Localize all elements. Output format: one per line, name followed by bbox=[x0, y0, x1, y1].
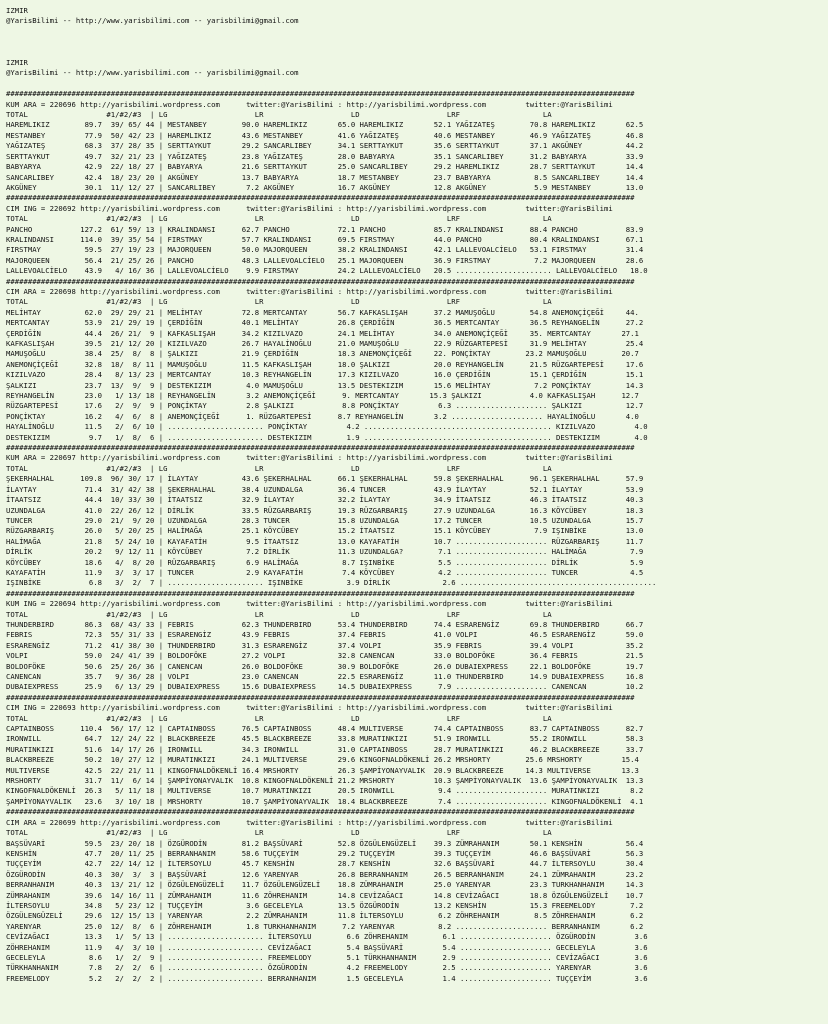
document-line: MELİHTAY 62.0 29/ 29/ 21 | MELİHTAY 72.8 MERTCANTAY 56.7 KAFKASLIŞAH 37.2 MAMUŞOĞLU 54.8 ANEMONÇİÇEĞİ 44. bbox=[6, 307, 639, 317]
document-line: KÖYCÜBEY 18.6 4/ 8/ 20 | RÜZGARBARIŞ 6.9 HALİMAĞA 8.7 IŞINBİKE 5.5 ..................... DİRLİK 5.9 bbox=[6, 557, 644, 567]
document-line: KUM ARA = 220697 http://yarisbilimi.wordpress.com twitter:@YarisBilimi : http://yarisbilimi.wordpress.com twitter:@YarisBilimi bbox=[6, 453, 613, 463]
document-line: CIM ING = 220693 http://yarisbilimi.wordpress.com twitter:@YarisBilimi : http://yarisbilimi.wordpress.com twitter:@YarisBilimi bbox=[6, 703, 613, 713]
document-line: ÖZGÜRODİN 40.3 30/ 3/ 3 | BAŞSÜVARİ 12.6 YARENYAR 26.8 BERRANHANIM 26.5 BERRANHANIM 24.1 ZÜMRAHANIM 23.2 bbox=[6, 869, 644, 879]
document-line: MULTIVERSE 42.5 22/ 21/ 11 | KINGOFNALDÖKENLİ 16.4 MRSHORTY 26.3 ŞAMPİYONAYVALIK 20.9 BLACKBREEZE 14.3 MULTIVERSE 13.3 bbox=[6, 765, 639, 775]
document-line: REYHANGELİN 23.0 1/ 13/ 18 | REYHANGELİN 3.2 ANEMONÇİÇEĞİ 9. MERTCANTAY 15.3 ŞALKIZI 4.0 KAFKASLIŞAH 12.7 bbox=[6, 391, 639, 401]
document-line: CAPTAINBOSS 110.4 56/ 17/ 12 | CAPTAINBOSS 76.5 CAPTAINBOSS 48.4 MULTIVERSE 74.4 CAPTAINBOSS 83.7 CAPTAINBOSS 82.7 bbox=[6, 724, 644, 734]
document-line: HAREMLIKIZ 89.7 39/ 65/ 44 | MESTANBEY 90.0 HAREMLIKIZ 65.0 HAREMLIKIZ 52.1 YAĞIZATEŞ 70.8 HAREMLIKIZ 62.5 bbox=[6, 120, 644, 130]
document-line: ESRARENGİZ 71.2 41/ 38/ 30 | THUNDERBIRD 31.3 ESRARENGİZ 37.4 VOLPI 35.9 FEBRIS 39.4 VOLPI 35.2 bbox=[6, 640, 644, 650]
document-line: ################################################################################################################################################ bbox=[6, 276, 635, 286]
document-line: THUNDERBIRD 86.3 68/ 43/ 33 | FEBRIS 62.3 THUNDERBIRD 53.4 THUNDERBIRD 74.4 ESRARENGİZ 69.8 THUNDERBIRD 66.7 bbox=[6, 619, 644, 629]
document-line: DİRLİK 20.2 9/ 12/ 11 | KÖYCÜBEY 7.2 DİRLİK 11.3 UZUNDALGA? 7.1 ..................... HALİMAĞA 7.9 bbox=[6, 547, 644, 557]
document-line: RÜZGARBARIŞ 26.0 5/ 20/ 25 | HALİMAĞA 25.1 KÖYCÜBEY 15.2 İTAATSIZ 15.1 KÖYCÜBEY 7.9 IŞINBİKE 13.0 bbox=[6, 526, 644, 536]
document-line: CIM ARA = 220699 http://yarisbilimi.wordpress.com twitter:@YarisBilimi : http://yarisbilimi.wordpress.com twitter:@YarisBilimi bbox=[6, 817, 613, 827]
document-line: TOTAL #1/#2/#3 | LG LR LD LRF LA bbox=[6, 297, 552, 307]
document-line: TOTAL #1/#2/#3 | LG LR LD LRF LA bbox=[6, 214, 552, 224]
document-line: TUÇÇEYİM 42.7 22/ 14/ 12 | İLTERSOYLU 45.7 KENSHİN 28.7 KENSHİN 32.6 BAŞSÜVARİ 44.7 İLTERSOYLU 30.4 bbox=[6, 859, 644, 869]
document-line: PONÇİKTAY 16.2 4/ 6/ 8 | ANEMONÇİÇEĞİ 1. RÜZGARTEPESİ 8.7 REYHANGELİN 3.2 ..................... HAYALİNOĞLU 4.0 bbox=[6, 411, 639, 421]
document-line: FIRSTMAY 59.5 27/ 19/ 23 | MAJORQUEEN 50.0 MAJORQUEEN 38.2 KRALINDANSI 42.1 LALLEVOALCİELO 53.1 FIRSTMAY 31.4 bbox=[6, 245, 644, 255]
document-line: YARENYAR 25.0 12/ 8/ 6 | ZÖHREHANIM 1.8 TURKHANHANIM 7.2 YARENYAR 8.2 ..................... BERRANHANIM 6.2 bbox=[6, 921, 644, 931]
document-line: TOTAL #1/#2/#3 | LG LR LD LRF LA bbox=[6, 713, 552, 723]
document-line: DESTEKIZIM 9.7 1/ 8/ 6 | ...................... DESTEKIZIM 1.9 ........................................... DESTEKIZIM 4.0 bbox=[6, 432, 648, 442]
document-line bbox=[6, 79, 828, 89]
document-line: TOTAL #1/#2/#3 | LG LR LD LRF LA bbox=[6, 609, 552, 619]
document-line bbox=[6, 37, 828, 47]
document-line: TOTAL #1/#2/#3 | LG LR LD LRF LA bbox=[6, 110, 552, 120]
document-line: MAMUŞOĞLU 38.4 25/ 8/ 8 | ŞALKIZI 21.9 ÇERDİĞİN 18.3 ANEMONÇİÇEĞİ 22. PONÇİKTAY 23.2 MAMUŞOĞLU 20.7 bbox=[6, 349, 639, 359]
document-line bbox=[6, 48, 828, 58]
document-line: KUM ARA = 220696 http://yarisbilimi.wordpress.com twitter:@YarisBilimi : http://yarisbilimi.wordpress.com twitter:@YarisBilimi bbox=[6, 99, 613, 109]
document-line: BABYARYA 42.9 22/ 18/ 27 | BABYARYA 21.6 SERTTAYKUT 25.0 SANCARLIBEY 29.2 HAREMLIKIZ 28.7 SERTTAYKUT 14.4 bbox=[6, 162, 644, 172]
document-line: BOLDOFÖKE 50.6 25/ 26/ 36 | CANENCAN 26.0 BOLDOFÖKE 30.9 BOLDOFÖKE 26.0 DUBAIEXPRESS 22.1 BOLDOFÖKE 19.7 bbox=[6, 661, 644, 671]
document-line: İLAYTAY 71.4 31/ 42/ 38 | ŞEKERHALHAL 38.4 UZUNDALGA 36.4 TUNCER 43.9 İLAYTAY 52.1 İLAYTAY 53.9 bbox=[6, 484, 644, 494]
document-line: KUM ING = 220694 http://yarisbilimi.wordpress.com twitter:@YarisBilimi : http://yarisbilimi.wordpress.com twitter:@YarisBilimi bbox=[6, 599, 613, 609]
document-line: TOTAL #1/#2/#3 | LG LR LD LRF LA bbox=[6, 463, 552, 473]
document-line: KINGOFNALDÖKENLİ 26.3 5/ 11/ 18 | MULTIVERSE 10.7 MURATINKIZI 20.5 IRONWILL 9.4 ..................... MURATINKIZI 8.2 bbox=[6, 786, 644, 796]
document-line: TOTAL #1/#2/#3 | LG LR LD LRF LA bbox=[6, 828, 552, 838]
document-line: ZÜMRAHANIM 39.6 14/ 16/ 11 | ZÜMRAHANIM 11.6 ZÖHREHANIM 14.8 CEVİZAĞACI 14.8 CEVİZAĞACI 18.8 ÖZGÜLENGÜZELİ 10.7 bbox=[6, 890, 644, 900]
document-line: IZMIR bbox=[6, 6, 28, 15]
document-line: FEBRIS 72.3 55/ 31/ 33 | ESRARENGİZ 43.9 FEBRIS 37.4 FEBRIS 41.0 VOLPI 46.5 ESRARENGİZ 59.0 bbox=[6, 630, 644, 640]
document-line: ÖZGÜLENGÜZELİ 29.6 12/ 15/ 13 | YARENYAR 2.2 ZÜMRAHANIM 11.8 İLTERSOYLU 6.2 ZÖHREHANIM 8.5 ZÖHREHANIM 6.2 bbox=[6, 911, 644, 921]
document-line: AKGÜNEY 30.1 11/ 12/ 27 | SANCARLIBEY 7.2 AKGÜNEY 16.7 AKGÜNEY 12.8 AKGÜNEY 5.9 MESTANBEY 13.0 bbox=[6, 182, 644, 192]
document-line: CIM ING = 220692 http://yarisbilimi.wordpress.com twitter:@YarisBilimi : http://yarisbilimi.wordpress.com twitter:@YarisBilimi bbox=[6, 203, 613, 213]
document-line: DUBAIEXPRESS 25.9 6/ 13/ 29 | DUBAIEXPRESS 15.6 DUBAIEXPRESS 14.5 DUBAIEXPRESS 7.9 ..................... CANENCAN 10.2 bbox=[6, 682, 644, 692]
document-line: SANCARLIBEY 42.4 18/ 23/ 20 | AKGÜNEY 13.7 BABYARYA 18.7 MESTANBEY 23.7 BABYARYA 8.5 SANCARLIBEY 14.4 bbox=[6, 172, 644, 182]
document-line: ZÖHREHANIM 11.9 4/ 3/ 10 | ...................... CEVİZAĞACI 5.4 BAŞSÜVARİ 5.4 ..................... GECELEYLA 3.6 bbox=[6, 942, 648, 952]
document-line: ################################################################################################################################################ bbox=[6, 588, 635, 598]
document-line: CANENCAN 35.7 9/ 36/ 28 | VOLPI 23.0 CANENCAN 22.5 ESRARENGİZ 11.0 THUNDERBIRD 14.9 DUBAIEXPRESS 16.8 bbox=[6, 672, 644, 681]
document-line: HAYALİNOĞLU 11.5 2/ 6/ 10 | ...................... PONÇİKTAY 4.2 ........................................... KIZILVAZO 4.0 bbox=[6, 422, 648, 432]
document-line: PANCHO 127.2 61/ 59/ 13 | KRALINDANSI 62.7 PANCHO 72.1 PANCHO 85.7 KRALINDANSI 88.4 PANCHO 83.9 bbox=[6, 224, 644, 234]
document-line: GECELEYLA 8.6 1/ 2/ 9 | ...................... FREEMELODY 5.1 TÜRKHANHANIM 2.9 ..................... CEVİZAĞACI 3.6 bbox=[6, 952, 648, 962]
document-line: ################################################################################################################################################ bbox=[6, 193, 635, 203]
document-line: ################################################################################################################################################ bbox=[6, 692, 635, 702]
document-line: ################################################################################################################################################ bbox=[6, 807, 635, 817]
document-line: KAFKASLIŞAH 39.5 21/ 12/ 20 | KIZILVAZO 26.7 HAYALİNOĞLU 21.0 MAMUŞOĞLU 22.9 RÜZGARTEPESİ 31.9 MELİHTAY 25.4 bbox=[6, 339, 644, 348]
document-line: KIZILVAZO 28.4 8/ 13/ 23 | MERTCANTAY 10.3 REYHANGELİN 17.3 KIZILVAZO 16.0 ÇERDİĞİN 15.1 ÇERDİĞİN 15.1 bbox=[6, 370, 644, 380]
document-line: LALLEVOALCİELO 43.9 4/ 16/ 36 | LALLEVOALCİELO 9.9 FIRSTMAY 24.2 LALLEVOALCİELO 20.5 ...................... LALLEVOALCİELO 18.0 bbox=[6, 266, 648, 276]
document-line: IZMIR bbox=[6, 58, 28, 68]
document-line: CEVİZAĞACI 13.3 1/ 5/ 13 | ...................... İLTERSOYLU 6.6 ZÖHREHANIM 6.1 ..................... ÖZGÜRODİN 3.6 bbox=[6, 932, 648, 942]
document-line: MURATINKIZI 51.6 14/ 17/ 26 | IRONWILL 34.3 IRONWILL 31.0 CAPTAINBOSS 28.7 MURATINKIZI 46.2 BLACKBREEZE 33.7 bbox=[6, 744, 644, 754]
document-line: HALİMAĞA 21.8 5/ 24/ 10 | KAYAFATİH 9.5 İTAATSIZ 13.0 KAYAFATİH 10.7 ..................... RÜZGARBARIŞ 11.7 bbox=[6, 536, 644, 546]
document-line: FREEMELODY 5.2 2/ 2/ 2 | ...................... BERRANHANIM 1.5 GECELEYLA 1.4 ..................... TUÇÇEYİM 3.6 bbox=[6, 973, 648, 983]
document-line: MAJORQUEEN 56.4 21/ 25/ 26 | PANCHO 48.3 LALLEVOALCİELO 25.1 MAJORQUEEN 36.9 FIRSTMAY 7.2 MAJORQUEEN 28.6 bbox=[6, 255, 644, 265]
document-line: VOLPI 59.0 24/ 41/ 39 | BOLDOFÖKE 27.2 VOLPI 32.8 CANENCAN 33.0 BOLDOFÖKE 36.4 FEBRIS 21.5 bbox=[6, 651, 644, 661]
document-line: MESTANBEY 77.9 50/ 42/ 23 | HAREMLIKIZ 43.6 MESTANBEY 41.6 YAĞIZATEŞ 40.6 MESTANBEY 46.9 YAĞIZATEŞ 46.8 bbox=[6, 130, 644, 140]
document-line: ANEMONÇİÇEĞİ 32.8 18/ 8/ 11 | MAMUŞOĞLU 11.5 KAFKASLIŞAH 18.0 ŞALKIZI 20.0 REYHANGELİN 21.5 RÜZGARTEPESİ 17.6 bbox=[6, 359, 644, 369]
document-line: BERRANHANIM 40.3 13/ 21/ 12 | ÖZGÜLENGÜZELİ 11.7 ÖZGÜLENGÜZELİ 18.8 ZÜMRAHANIM 25.0 YARENYAR 23.3 TURKHANHANIM 14.3 bbox=[6, 880, 644, 890]
document-line: KRALINDANSI 114.0 39/ 35/ 54 | FIRSTMAY 57.7 KRALINDANSI 69.5 FIRSTMAY 44.0 PANCHO 80.4 KRALINDANSI 67.1 bbox=[6, 234, 644, 244]
document-line: ################################################################################################################################################ bbox=[6, 443, 635, 453]
document-line bbox=[6, 27, 828, 37]
document-line: KAYAFATİH 11.9 3/ 3/ 17 | TUNCER 2.9 KAYAFATİH 7.4 KÖYCÜBEY 4.2 ..................... TUNCER 4.5 bbox=[6, 567, 644, 577]
document-line: UZUNDALGA 41.0 22/ 26/ 12 | DİRLİK 33.5 RÜZGARBARIŞ 19.3 RÜZGARBARIŞ 27.9 UZUNDALGA 16.3 KÖYCÜBEY 18.3 bbox=[6, 505, 644, 515]
document-line: MRSHORTY 31.7 11/ 6/ 14 | ŞAMPİYONAYVALIK 10.8 KINGOFNALDÖKENLİ 21.2 MRSHORTY 10.3 ŞAMPİYONAYVALIK 13.6 ŞAMPİYONAYVALIK 13.3 bbox=[6, 776, 644, 786]
document-line: YAĞIZATEŞ 68.3 37/ 28/ 35 | SERTTAYKUT 29.2 SANCARLIBEY 34.1 SERTTAYKUT 35.6 SERTTAYKUT 37.1 AKGÜNEY 44.2 bbox=[6, 141, 644, 151]
document-line: İLTERSOYLU 34.8 5/ 23/ 12 | TUÇÇEYİM 3.6 GECELEYLA 13.5 ÖZGÜRODİN 13.2 KENSHİN 15.3 FREEMELODY 7.2 bbox=[6, 900, 644, 910]
document-line: ŞALKIZI 23.7 13/ 9/ 9 | DESTEKIZIM 4.0 MAMUŞOĞLU 13.5 DESTEKIZIM 15.6 MELİHTAY 7.2 PONÇİKTAY 14.3 bbox=[6, 380, 644, 390]
document-line: @YarisBilimi -- http://www.yarisbilimi.com -- yarisbilimi@gmail.com bbox=[6, 68, 299, 78]
document-line: TÜRKHANHANIM 7.8 2/ 2/ 6 | ...................... ÖZGÜRODİN 4.2 FREEMELODY 2.5 ..................... YARENYAR 3.6 bbox=[6, 963, 648, 973]
document-line: CIM ARA = 220698 http://yarisbilimi.wordpress.com twitter:@YarisBilimi : http://yarisbilimi.wordpress.com twitter:@YarisBilimi bbox=[6, 286, 613, 296]
document-line: BAŞSÜVARİ 59.5 23/ 20/ 18 | ÖZGÜRODİN 81.2 BAŞSÜVARİ 52.8 ÖZGÜLENGÜZELİ 39.3 ZÜMRAHANIM 50.1 KENSHİN 56.4 bbox=[6, 838, 644, 848]
document-line: IRONWILL 64.7 12/ 24/ 22 | BLACKBREEZE 45.5 BLACKBREEZE 33.8 MURATINKIZI 51.9 IRONWILL 55.2 IRONWILL 58.3 bbox=[6, 734, 644, 744]
document-line: SERTTAYKUT 49.7 32/ 21/ 23 | YAĞIZATEŞ 23.8 YAĞIZATEŞ 28.0 BABYARYA 35.1 SANCARLIBEY 31.2 BABYARYA 33.9 bbox=[6, 151, 644, 161]
document-line: @YarisBilimi -- http://www.yarisbilimi.com -- yarisbilimi@gmail.com bbox=[6, 16, 299, 26]
document-line: TUNCER 29.0 21/ 9/ 20 | UZUNDALGA 28.3 TUNCER 15.8 UZUNDALGA 17.2 TUNCER 10.5 UZUNDALGA 15.7 bbox=[6, 515, 644, 525]
document-line: MERTCANTAY 53.9 21/ 29/ 19 | ÇERDİĞİN 40.1 MELİHTAY 26.8 ÇERDİĞİN 36.5 MERTCANTAY 36.5 REYHANGELİN 27.2 bbox=[6, 318, 644, 328]
document-line: KENSHİN 47.7 20/ 11/ 25 | BERRANHANIM 58.6 TUÇÇEYİM 29.2 TUÇÇEYİM 39.3 TUÇÇEYİM 46.6 BAŞSÜVARİ 56.3 bbox=[6, 848, 644, 858]
document-line: ÇERDİĞİN 44.4 26/ 21/ 9 | KAFKASLIŞAH 34.2 KIZILVAZO 24.1 MELİHTAY 34.0 ANEMONÇİÇEĞİ 35. MERTCANTAY 27.1 bbox=[6, 328, 639, 338]
document-line: ŞAMPİYONAYVALIK 23.6 3/ 10/ 18 | MRSHORTY 10.7 ŞAMPİYONAYVALIK 18.4 BLACKBREEZE 7.4 ..................... KINGOFNALDÖKENLİ 4.1 bbox=[6, 796, 644, 806]
document-line: IŞINBİKE 6.8 3/ 2/ 7 | ...................... IŞINBİKE 3.9 DİRLİK 2.6 ............................................. bbox=[6, 578, 657, 588]
document-line: ################################################################################################################################################ bbox=[6, 89, 635, 99]
document-line: İTAATSIZ 44.4 10/ 33/ 30 | İTAATSIZ 32.9 İLAYTAY 32.2 İLAYTAY 34.9 İTAATSIZ 46.3 İTAATSIZ 40.3 bbox=[6, 495, 644, 505]
document-line: ŞEKERHALHAL 109.8 96/ 30/ 17 | İLAYTAY 43.6 ŞEKERHALHAL 66.1 ŞEKERHALHAL 59.8 ŞEKERHALHAL 96.1 ŞEKERHALHAL 57.9 bbox=[6, 474, 644, 484]
document-line: RÜZGARTEPESİ 17.6 2/ 9/ 9 | PONÇİKTAY 2.8 ŞALKIZI 8.8 PONÇİKTAY 6.3 ..................... ŞALKIZI 12.7 bbox=[6, 401, 644, 411]
document-line: BLACKBREEZE 50.2 10/ 27/ 12 | MURATINKIZI 24.1 MULTIVERSE 29.6 KINGOFNALDÖKENLİ 26.2 MRSHORTY 25.6 MRSHORTY 15.4 bbox=[6, 755, 639, 765]
